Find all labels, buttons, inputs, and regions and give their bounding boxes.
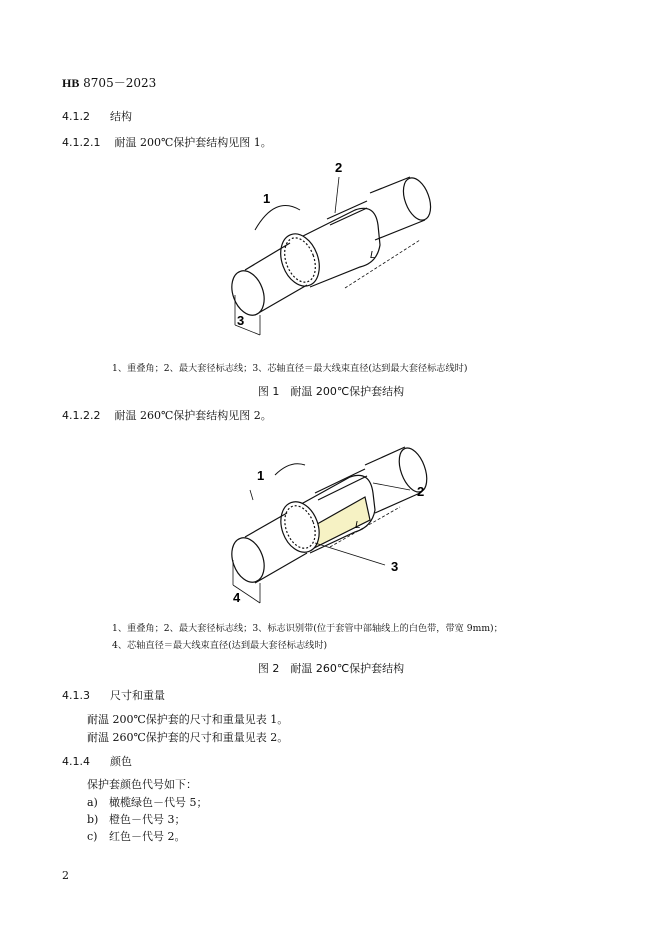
list-text: 红色－代号 2。 xyxy=(109,830,186,843)
section-number: 4.1.4 xyxy=(62,755,90,768)
list-text: 橙色－代号 3； xyxy=(109,813,186,826)
figure-1-label-3: 3 xyxy=(237,313,245,328)
color-code-intro: 保护套颜色代号如下： xyxy=(87,778,197,791)
section-4-1-3-heading xyxy=(62,687,165,703)
figure-2-caption-line-2: 4、芯轴直径＝最大线束直径(达到最大套径标志线时) xyxy=(112,640,328,651)
section-number: 4.1.2 xyxy=(62,110,90,123)
figure-2-label-4: 4 xyxy=(233,590,241,605)
standard-code: HB xyxy=(62,76,80,90)
list-item xyxy=(87,828,186,844)
section-4-1-4-heading xyxy=(62,753,132,769)
figure-2-caption-line-1: 1、重叠角；2、最大套径标志线；3、标志识别带(位于套管中部轴线上的白色带，带宽 9mm)； xyxy=(112,623,503,634)
figure-2-label-3: 3 xyxy=(391,559,399,574)
list-item xyxy=(87,794,208,810)
section-text: 耐温 200℃保护套结构见图 1。 xyxy=(114,136,272,149)
section-4-1-2-2 xyxy=(62,407,272,423)
figure-1-title: 图 1 耐温 200℃保护套结构 xyxy=(257,385,405,398)
list-marker: c) xyxy=(87,830,98,843)
list-text: 橄榄绿色－代号 5； xyxy=(109,796,208,809)
section-number: 4.1.3 xyxy=(62,689,90,702)
section-title: 结构 xyxy=(110,110,132,123)
section-number: 4.1.2.1 xyxy=(62,136,101,149)
list-marker: b) xyxy=(87,813,99,826)
figure-1-caption: 1、重叠角；2、最大套径标志线；3、芯轴直径＝最大线束直径(达到最大套径标志线时) xyxy=(112,363,468,374)
figure-1-label-2: 2 xyxy=(335,160,343,175)
standard-header xyxy=(62,74,156,91)
page-number: 2 xyxy=(62,869,69,882)
section-4-1-3-line-2: 耐温 260℃保护套的尺寸和重量见表 2。 xyxy=(87,731,289,744)
section-title: 颜色 xyxy=(110,755,132,768)
figure-1-label-L: L xyxy=(370,250,376,261)
section-4-1-2-heading xyxy=(62,108,132,124)
list-item xyxy=(87,811,186,827)
figure-1-drawing xyxy=(215,155,440,345)
figure-1-label-1: 1 xyxy=(263,191,271,206)
figure-2-drawing xyxy=(215,435,440,610)
section-number: 4.1.2.2 xyxy=(62,409,101,422)
section-text: 耐温 260℃保护套结构见图 2。 xyxy=(114,409,272,422)
figure-2-label-1: 1 xyxy=(257,468,265,483)
figure-2-label-L: L xyxy=(355,520,361,531)
standard-number: 8705－2023 xyxy=(79,76,157,90)
section-4-1-2-1 xyxy=(62,134,272,150)
figure-2-title: 图 2 耐温 260℃保护套结构 xyxy=(257,662,405,675)
figure-2-label-2: 2 xyxy=(417,484,425,499)
section-4-1-3-line-1: 耐温 200℃保护套的尺寸和重量见表 1。 xyxy=(87,713,289,726)
list-marker: a) xyxy=(87,796,98,809)
section-title: 尺寸和重量 xyxy=(110,689,165,702)
